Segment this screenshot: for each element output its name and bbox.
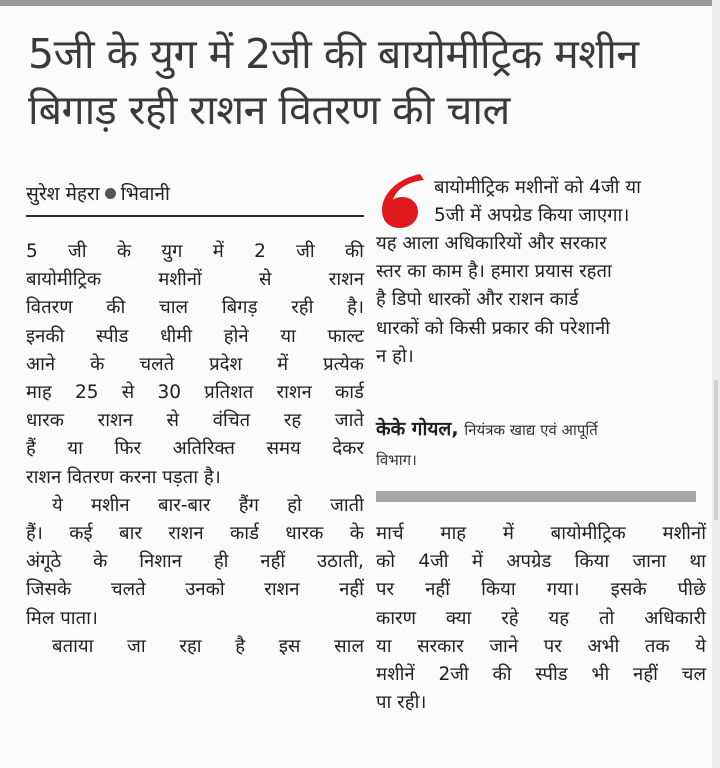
text-line (26, 633, 364, 661)
word: मिल पाता। (26, 607, 98, 629)
text-line (26, 435, 364, 463)
word: जिसके (26, 579, 72, 601)
word: 25 (74, 382, 99, 404)
headline-line-1: 5जी के युग में 2जी की बायोमीट्रिक मशीन (28, 30, 639, 78)
word: वंचित (212, 410, 251, 432)
word: इनकी (26, 325, 65, 347)
word: बिगड़ (221, 297, 258, 319)
word: जाना (632, 551, 667, 573)
word: मशीन (90, 494, 130, 516)
word: भी (591, 664, 610, 686)
word: के (90, 353, 105, 375)
word: है (235, 635, 246, 657)
text-line (376, 633, 706, 661)
word: पीछे (677, 579, 706, 601)
word: कई (69, 523, 93, 545)
word: युग (161, 241, 183, 262)
word: गया। (546, 579, 580, 601)
text-line (26, 464, 364, 492)
text-line (26, 492, 364, 520)
byline-location: भिवानी (120, 183, 170, 205)
word: राशन (97, 410, 133, 432)
word: तक (644, 635, 670, 657)
word: से (166, 410, 180, 432)
word: हो (287, 494, 302, 516)
word: तो (599, 607, 615, 629)
quote-line: धारकों को किसी प्रकार की परेशानी (376, 317, 611, 339)
word: उनको (185, 579, 225, 601)
headline-line-2: बिगाड़ रही राशन वितरण की चाल (28, 86, 510, 134)
text-line (376, 576, 706, 604)
word: अभी (587, 635, 620, 657)
word: पर (543, 635, 562, 657)
word: धारक (285, 523, 324, 545)
word: आने (26, 353, 56, 375)
word: हैंग (238, 494, 259, 516)
word: जी (68, 241, 87, 262)
text-line (376, 661, 706, 689)
word: नहीं (425, 579, 451, 601)
word: राशन (328, 269, 364, 291)
word: प्रदेश (209, 353, 243, 375)
word: अधिकारी (644, 607, 706, 629)
word: राशन (168, 523, 204, 545)
quote-line: 5जी में अपग्रेड किया जाएगा। (434, 205, 630, 227)
text-line (26, 520, 364, 548)
word: के (116, 241, 132, 262)
word: या (280, 325, 296, 347)
quote-line: है डिपो धारकों और राशन कार्ड (376, 289, 579, 311)
text-line (26, 548, 364, 576)
word: नहीं (633, 664, 658, 686)
text-line (376, 605, 706, 633)
word: या (67, 438, 83, 460)
word: रहे (501, 607, 519, 629)
word: बार (119, 523, 142, 545)
word: चलते (110, 579, 146, 601)
word: सरकार (417, 635, 464, 657)
word: इसके (610, 579, 647, 601)
word: या (376, 635, 392, 657)
word: चल (681, 664, 706, 686)
word: कार्ड (335, 382, 364, 404)
word: स्पीड (535, 664, 568, 686)
top-border (0, 0, 720, 6)
word: होने (223, 325, 249, 347)
word: नहीं (260, 551, 286, 573)
section-rule (376, 491, 696, 502)
byline-author: सुरेश मेहरा (26, 183, 100, 205)
word: रह (283, 410, 302, 432)
text-line (376, 689, 706, 717)
text-line (26, 323, 364, 351)
bullet-icon (105, 188, 116, 199)
page-edge-mark (714, 380, 718, 520)
text-line (26, 351, 364, 379)
text-line (26, 379, 364, 407)
word: के (93, 551, 108, 573)
word: प्रत्येक (323, 353, 364, 375)
word: की (492, 664, 512, 686)
word: रहा (179, 635, 202, 657)
word: अपग्रेड (506, 551, 552, 573)
quote-line: स्तर का काम है। हमारा प्रयास रहता (376, 261, 612, 283)
word: वितरण (26, 297, 73, 319)
word: नहीं (339, 579, 364, 601)
word: क्या (445, 607, 472, 629)
quote-intro (434, 174, 704, 230)
text-line (26, 238, 364, 266)
word: पा रही। (376, 692, 427, 714)
quote-mark-icon (376, 170, 428, 230)
word: फाल्ट (327, 325, 364, 347)
word: में (502, 523, 514, 544)
word: के (349, 523, 364, 545)
word: चाल (159, 297, 189, 319)
word: बार-बार (157, 494, 211, 516)
word: किया (574, 551, 610, 573)
word: 30 (157, 382, 182, 404)
quote-line: यह आला अधिकारियों और सरकार (376, 233, 607, 254)
word: अतिरिक्त (172, 438, 235, 460)
quote-line: न हो। (376, 345, 414, 367)
word: उठाती, (317, 551, 364, 573)
word: से (121, 382, 135, 404)
word: जाते (334, 410, 364, 432)
word: साल (334, 635, 364, 657)
quote-speaker: केके गोयल, (376, 418, 459, 440)
text-line (26, 266, 364, 294)
word: कार्ड (230, 523, 259, 545)
word: मशीनों (158, 269, 202, 291)
word: जा (127, 635, 146, 657)
word: मशीनों (662, 523, 706, 544)
word: 5 (26, 241, 38, 262)
quote-body (376, 230, 706, 371)
word: यह (548, 607, 570, 629)
quote-line: बायोमीट्रिक मशीनों को 4जी या (434, 177, 641, 198)
word: जाने (489, 635, 519, 657)
word: हैं (26, 438, 36, 460)
word: से (259, 269, 272, 291)
word: धारक (26, 410, 64, 432)
word: मार्च (376, 523, 404, 544)
word: 2 (254, 241, 266, 262)
word: जी (296, 241, 315, 262)
word: स्पीड (96, 325, 129, 347)
word: बायोमीट्रिक (550, 523, 626, 544)
text-line (26, 407, 364, 435)
text-line (376, 548, 706, 576)
word: की (344, 241, 364, 262)
word: रही (291, 297, 314, 319)
article-right-column (376, 520, 706, 717)
article-left-column (26, 238, 364, 661)
word: फिर (114, 438, 142, 460)
text-line (376, 520, 706, 548)
word: किया (481, 579, 516, 601)
word: 4जी (418, 551, 449, 573)
word: की (106, 297, 126, 319)
word: में (212, 241, 224, 262)
text-line (26, 294, 364, 322)
byline-rule (26, 215, 364, 217)
word: माह (440, 523, 467, 544)
word: अंगूठे (26, 551, 62, 573)
word: बताया (52, 635, 94, 657)
word: को (376, 551, 395, 573)
word: माह (26, 382, 52, 404)
word: बायोमीट्रिक (26, 269, 102, 291)
quote-speaker-role: नियंत्रक खाद्य एवं आपूर्ति (464, 421, 598, 439)
word: है। (347, 297, 364, 319)
word: इस (278, 635, 301, 657)
word: में (471, 551, 483, 573)
word: राशन (264, 579, 300, 601)
word: धीमी (160, 325, 193, 347)
word: ही (213, 551, 229, 573)
word: में (277, 353, 289, 375)
word: मशीनें (376, 664, 415, 686)
word: चलते (139, 353, 175, 375)
word: पर (376, 579, 395, 601)
word: राशन (276, 382, 312, 404)
word: हैं। (26, 523, 43, 545)
word: था (689, 551, 706, 573)
text-line (26, 576, 364, 604)
byline (26, 180, 170, 206)
word: देकर (332, 438, 364, 460)
word: राशन वितरण करना पड़ता है। (26, 466, 221, 488)
word: ये (695, 635, 706, 657)
word: 2जी (438, 664, 469, 686)
word: कारण (376, 607, 416, 629)
word: निशान (139, 551, 182, 573)
quote-attribution (376, 414, 706, 475)
word: ये (52, 494, 63, 516)
headline (28, 26, 708, 138)
word: प्रतिशत (204, 382, 254, 404)
text-line (26, 605, 364, 633)
quote-speaker-role-cont: विभाग। (376, 451, 417, 469)
word: समय (266, 438, 301, 460)
word: जाती (330, 494, 364, 516)
